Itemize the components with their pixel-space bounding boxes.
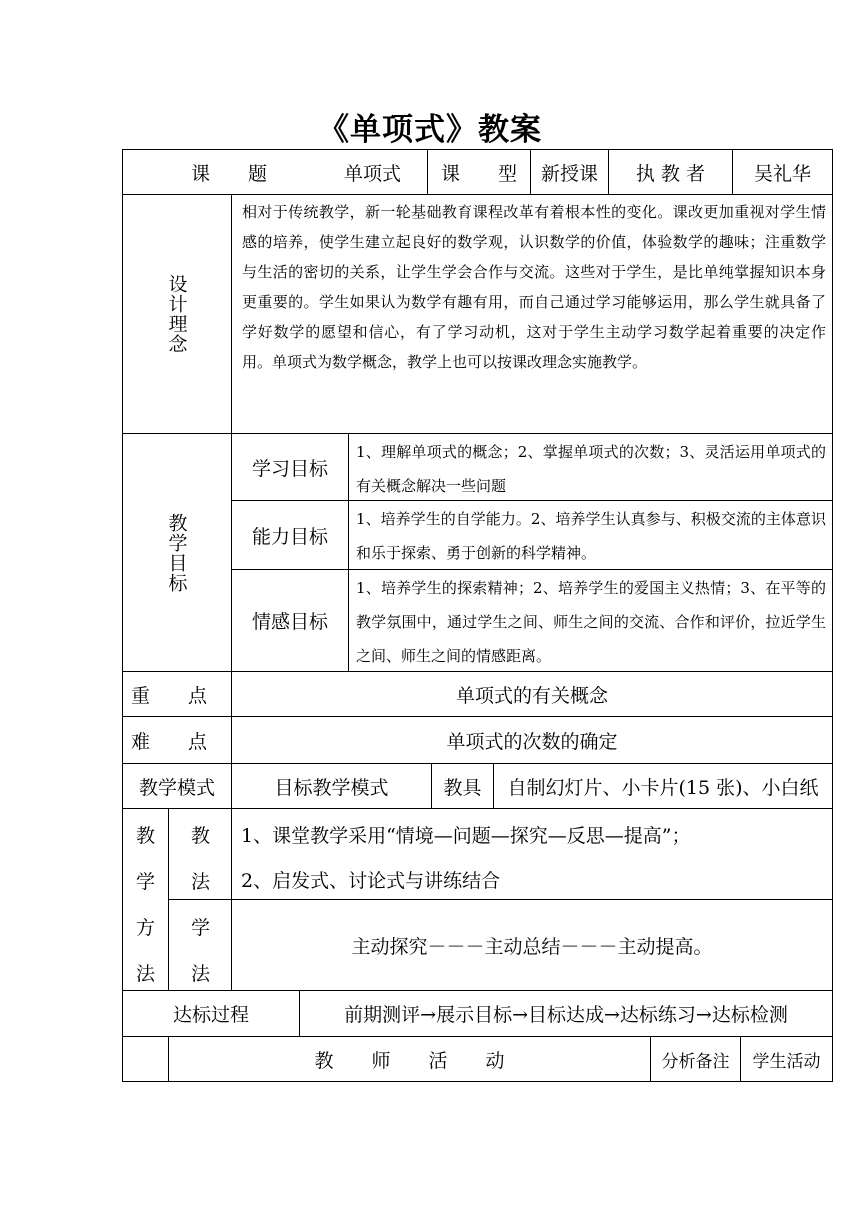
methods-label-cell xyxy=(122,808,169,991)
tools-value: 自制幻灯片、小卡片(15 张)、小白纸 xyxy=(493,763,833,809)
student-activity-header: 学生活动 xyxy=(740,1036,833,1082)
teach-method-line: 2、启发式、讨论式与讲练结合 xyxy=(241,870,501,892)
tools-label: 教具 xyxy=(431,763,494,809)
document-title: 《单项式》教案 xyxy=(318,112,542,148)
methods-label-char: 法 xyxy=(136,963,156,985)
difficulty-label: 难 点 xyxy=(122,716,232,764)
goals-label: 教学目标 xyxy=(165,512,188,593)
goal-name-emotion: 情感目标 xyxy=(231,569,349,672)
teach-method-label-cell xyxy=(168,808,232,900)
learn-method-label-cell xyxy=(168,899,232,991)
teacher-label: 执 教 者 xyxy=(608,149,733,195)
methods-label-char: 教 xyxy=(136,825,156,847)
methods-label-char: 方 xyxy=(136,917,156,939)
teach-method-char: 教 xyxy=(191,825,211,847)
type-label: 课 型 xyxy=(427,149,531,195)
teacher-value: 吴礼华 xyxy=(732,149,833,195)
topic-value: 单项式 xyxy=(343,162,401,185)
topic-row xyxy=(122,149,428,195)
learn-method-char: 法 xyxy=(191,963,211,985)
design-label: 设计理念 xyxy=(165,274,188,354)
goals-label-cell xyxy=(122,433,232,672)
mode-label: 教学模式 xyxy=(122,763,232,809)
design-text: 相对于传统教学，新一轮基础教育课程改革有着根本性的变化。课改更加重视对学生情感的培养，使学生建立起良好的数学观，认识数学的价值，体验数学的趣味；注重数学与生活的密切的关系，让学生学会合作与交流。这些对于学生，是比单纯掌握知识本身更重要的。学生如果认为数学有趣有用，而自己通过学习能够运用，那么学生就具备了学好数学的愿望和信心，有了学习动机，这对于学生主动学习数学起着重要的决定作用。单项式为数学概念，教学上也可以按课改理念实施教学。 xyxy=(231,194,833,434)
goal-text-ability: 1、培养学生的自学能力。2、培养学生认真参与、积极交流的主体意识和乐于探索、勇于创新的科学精神。 xyxy=(348,500,833,570)
teach-method-text-cell xyxy=(231,808,833,900)
notes-header: 分析备注 xyxy=(650,1036,741,1082)
topic-label: 课 题 xyxy=(191,162,268,185)
goal-name-ability: 能力目标 xyxy=(231,500,349,570)
design-label-cell xyxy=(122,194,232,434)
difficulty-value: 单项式的次数的确定 xyxy=(231,716,833,764)
goal-name-learning: 学习目标 xyxy=(231,433,349,501)
teacher-activity-header: 教 师 活 动 xyxy=(168,1036,651,1082)
goal-text-emotion: 1、培养学生的探索精神；2、培养学生的爱国主义热情；3、在平等的教学氛围中，通过学生之间、师生之间的交流、合作和评价，拉近学生之间、师生之间的情感距离。 xyxy=(348,569,833,672)
teach-method-line: 1、课堂教学采用“情境—问题—探究—反思—提高”； xyxy=(241,825,691,847)
learn-method-text: 主动探究－－－主动总结－－－主动提高。 xyxy=(231,899,833,991)
key-point-value: 单项式的有关概念 xyxy=(231,671,833,717)
key-point-label: 重 点 xyxy=(122,671,232,717)
learn-method-char: 学 xyxy=(191,917,211,939)
methods-label-char: 学 xyxy=(136,871,156,893)
mode-value: 目标教学模式 xyxy=(231,763,432,809)
activity-blank-cell xyxy=(122,1036,169,1082)
teach-method-char: 法 xyxy=(191,871,211,893)
type-value: 新授课 xyxy=(530,149,609,195)
process-label: 达标过程 xyxy=(122,990,300,1037)
goal-text-learning: 1、理解单项式的概念；2、掌握单项式的次数；3、灵活运用单项式的有关概念解决一些问题 xyxy=(348,433,833,501)
process-value: 前期测评→展示目标→目标达成→达标练习→达标检测 xyxy=(299,990,833,1037)
